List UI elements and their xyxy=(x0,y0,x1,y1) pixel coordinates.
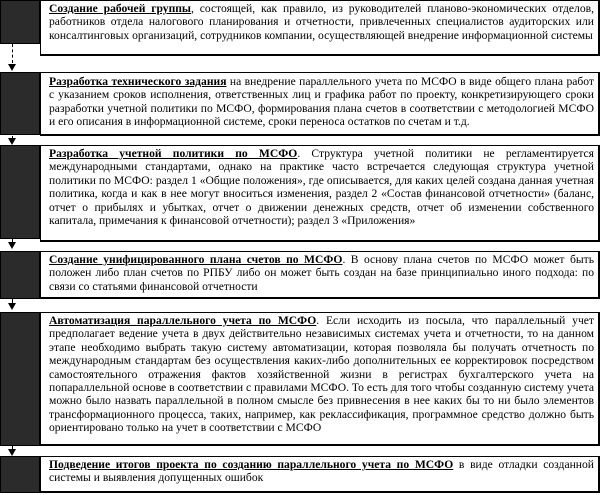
step-5-marker xyxy=(0,312,40,446)
arrow-4-5-icon xyxy=(8,303,16,310)
step-4-box xyxy=(40,251,600,299)
step-3-text: . Структура учетной политики не регламентируется международными стандартами, однако на практике часто встречается следующая структура учетной политики по МСФО: раздел 1 «Общие положения», где описывается, для каких целей создана данная учетная политика, когда и как в нее могут вноситься изменения, раздел 2 «Состав финансовой отчетности» (баланс, отчет о прибылях и убытках, отчет о движении денежных средств, отчет об изменении собственного капитала, примечания к финансовой отчетности); раздел 3 «Приложения» xyxy=(49,147,595,228)
step-5-title: Автоматизация параллельного учета по МСФО xyxy=(49,314,317,327)
step-3-marker xyxy=(0,145,40,239)
arrow-1-2-icon xyxy=(8,64,16,71)
step-6-marker xyxy=(0,456,40,493)
step-1-title: Создание рабочей группы xyxy=(49,2,191,15)
step-3-box xyxy=(40,145,600,242)
step-1-marker xyxy=(0,0,40,44)
step-1-text: , состоящей, как правило, из руководителей планово-экономических отделов, работников отдела налогового планирования и отчетности, привлеченных специалистов аудиторских или консалтинговых организаций, сотрудников компании, осуществляющей внедрение информационной системы xyxy=(49,2,594,42)
step-4-text: . В основу плана счетов по МСФО может быть положен либо план счетов по РПБУ либо он может быть создан на базе принципиально иного подхода: по связи со статьями финансовой отчетности xyxy=(49,253,594,293)
step-2-box xyxy=(40,72,600,136)
arrow-2-3-icon xyxy=(8,138,16,145)
step-3-title: Разработка учетной политики по МСФО xyxy=(49,147,298,160)
step-6-title: Подведение итогов проекта по созданию параллельного учета по МСФО xyxy=(49,458,454,471)
step-2-marker xyxy=(0,72,40,135)
step-4-title: Создание унифицированного плана счетов по МСФО xyxy=(49,253,343,266)
arrow-3-4-icon xyxy=(8,242,16,249)
step-2-text: на внедрение параллельного учета по МСФО в виде общего плана работ с указанием сроков исполнения, ответственных лиц и графика работ по проекту, конкретизирующего сроки разработки учетной политики по МСФО, формирования плана счетов в соответствии с методологией МСФО и его описания в информационной системе, сроки переноса остатков по счетам и т.д. xyxy=(49,75,594,129)
step-2-title: Разработка технического задания xyxy=(49,75,227,88)
step-4-marker xyxy=(0,251,40,299)
step-5-box xyxy=(40,312,600,446)
step-6-text: в виде отладки созданной системы и выявления допущенных ошибок xyxy=(49,458,594,485)
arrow-5-6-icon xyxy=(8,449,16,456)
step-6-box xyxy=(40,456,600,493)
step-5-text: . Если исходить из посыла, что параллельный учет предполагает ведение учета в двух действительно независимых системах учета и отчетности, то на данном этапе необходимо выбрать такую систему автоматизации, которая позволяла бы получать отчетность по международным стандартам без осуществления каких-либо дополнительных ее корректировок посредством самостоятельного отражения фактов хозяйственной жизни в регистрах бухгалтерского учета на попараллельной основе в соответствии с правилами МСФО. То есть для того чтобы созданную систему учета можно было назвать параллельной в полном смысле без привнесения в нее каких бы то ни было элементов трансформационного процесса, таких, например, как реклассификация, программное средство должно быть ориентировано только на учет в соответствии с МСФО xyxy=(49,314,594,435)
connector-1-2 xyxy=(12,44,13,63)
step-1-box xyxy=(40,0,600,56)
